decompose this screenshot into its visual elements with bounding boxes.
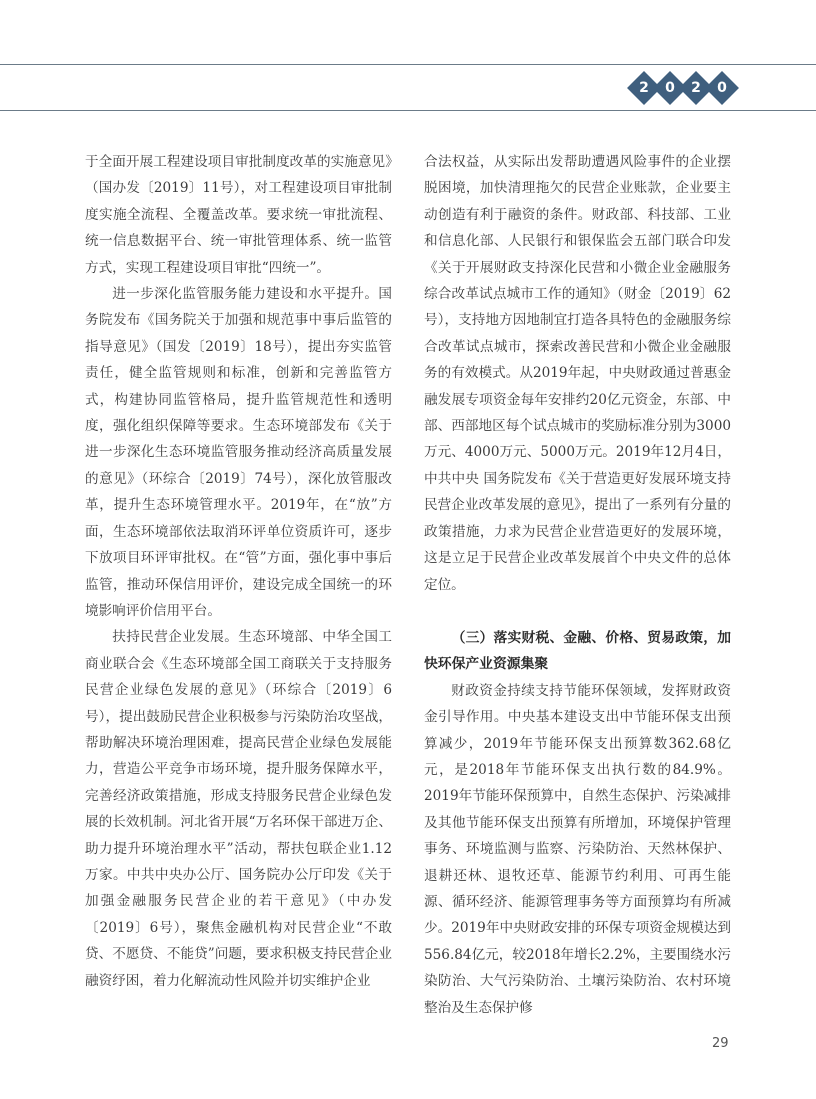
year-digit: 0 [665, 80, 675, 96]
paragraph-approval-reform: 于全面开展工程建设项目审批制度改革的实施意见》（国办发〔2019〕11号），对工程建设项目审批制度实施全流程、全覆盖改革。要求统一审批流程、统一信息数据平台、统一审批管理体系、统一监管方式，实现工程建设项目审批“四统一”。 [85, 154, 392, 276]
header-rule-top [0, 64, 816, 65]
paragraph-financial-service: 合法权益，从实际出发帮助遭遇风险事件的企业摆脱困境，加快清理拖欠的民营企业账款，企业要主动创造有利于融资的条件。财政部、科技部、工业和信息化部、人民银行和银保监会五部门联合印发《关于开展财政支持深化民营和小微企业金融服务综合改革试点城市工作的通知》（财金〔2019〕62号），支持地方因地制宜打造各具特色的金融服务综合改革试点城市，探索改善民营和小微企业金融服务的有效模式。从2019年起，中央财政通过普惠金融发展专项资金每年安排约20亿元资金，东部、中部、西部地区每个试点城市的奖励标准分别为3000万元、4000万元、5000万元。2019年12月4日，中共中央 国务院发布《关于营造更好发展环境支持民营企业改革发展的意见》，提出了一系列有分量的政策措施，力求为民营企业营造更好的发展环境，这是立足于民营企业改革发展首个中央文件的总体定位。 [424, 154, 731, 593]
year-digit-diamond [705, 71, 739, 105]
paragraph-fiscal-funds: 财政资金持续支持节能环保领域，发挥财政资金引导作用。中央基本建设支出中节能环保支出预算减少，2019年节能环保支出预算数362.68亿元，是2018年节能环保支出执行数的84.9%。2019年节能环保预算中，自然生态保护、污染减排及其他节能环保支出预算有所增加，环境保护管理事务、环境监测与监察、污染防治、天然林保护、退耕还林、退牧还草、能源节约利用、可再生能源、循环经济、能源管理事务等方面预算均有所减少。2019年中央财政安排的环保专项资金规模达到556.84亿元，较2018年增长2.2%，主要围绕水污染防治、大气污染防治、土壤污染防治、农村环境整治及生态保护修 [424, 682, 732, 1016]
year-badge [632, 70, 734, 106]
left-column [85, 149, 392, 994]
right-column [424, 149, 731, 1021]
paragraph-private-enterprise: 扶持民营企业发展。生态环境部、中华全国工商业联合会《生态环境部全国工商联关于支持服务民营企业绿色发展的意见》（环综合〔2019〕6号），提出鼓励民营企业积极参与污染防治攻坚战，帮助解决环境治理困难，提高民营企业绿色发展能力，营造公平竞争市场环境，提升服务保障水平，完善经济政策措施，形成支持服务民营企业绿色发展的长效机制。河北省开展“万名环保干部进万企、助力提升环境治理水平”活动，帮扶包联企业1.12万家。中共中央办公厅、国务院办公厅印发《关于加强金融服务民营企业的若干意见》（中办发〔2019〕6号），聚焦金融机构对民营企业“不敢贷、不愿贷、不能贷”问题，要求积极支持民营企业融资纾困，着力化解流动性风险并切实维护企业 [85, 629, 392, 989]
page-number: 29 [712, 1036, 729, 1051]
paragraph-supervision-service: 进一步深化监管服务能力建设和水平提升。国务院发布《国务院关于加强和规范事中事后监管的指导意见》（国发〔2019〕18号），提出夯实监管责任，健全监管规则和标准，创新和完善监管方式，构建协同监管格局，提升监管规范性和透明度，强化组织保障等要求。生态环境部发布《关于进一步深化生态环境监管服务推动经济高质量发展的意见》（环综合〔2019〕74号），深化放管服改革，提升生态环境管理水平。2019年，在“放”方面，生态环境部依法取消环评单位资质许可，逐步下放项目环评审批权。在“管”方面，强化事中事后监管，推动环保信用评价，建设完成全国统一的环境影响评价信用平台。 [85, 286, 392, 619]
section-heading: （三）落实财税、金融、价格、贸易政策，加快环保产业资源集聚 [424, 629, 731, 673]
year-digit: 2 [639, 80, 649, 96]
year-digit: 2 [691, 80, 701, 96]
header-rule-bottom [0, 110, 816, 111]
year-digit: 0 [717, 80, 727, 96]
